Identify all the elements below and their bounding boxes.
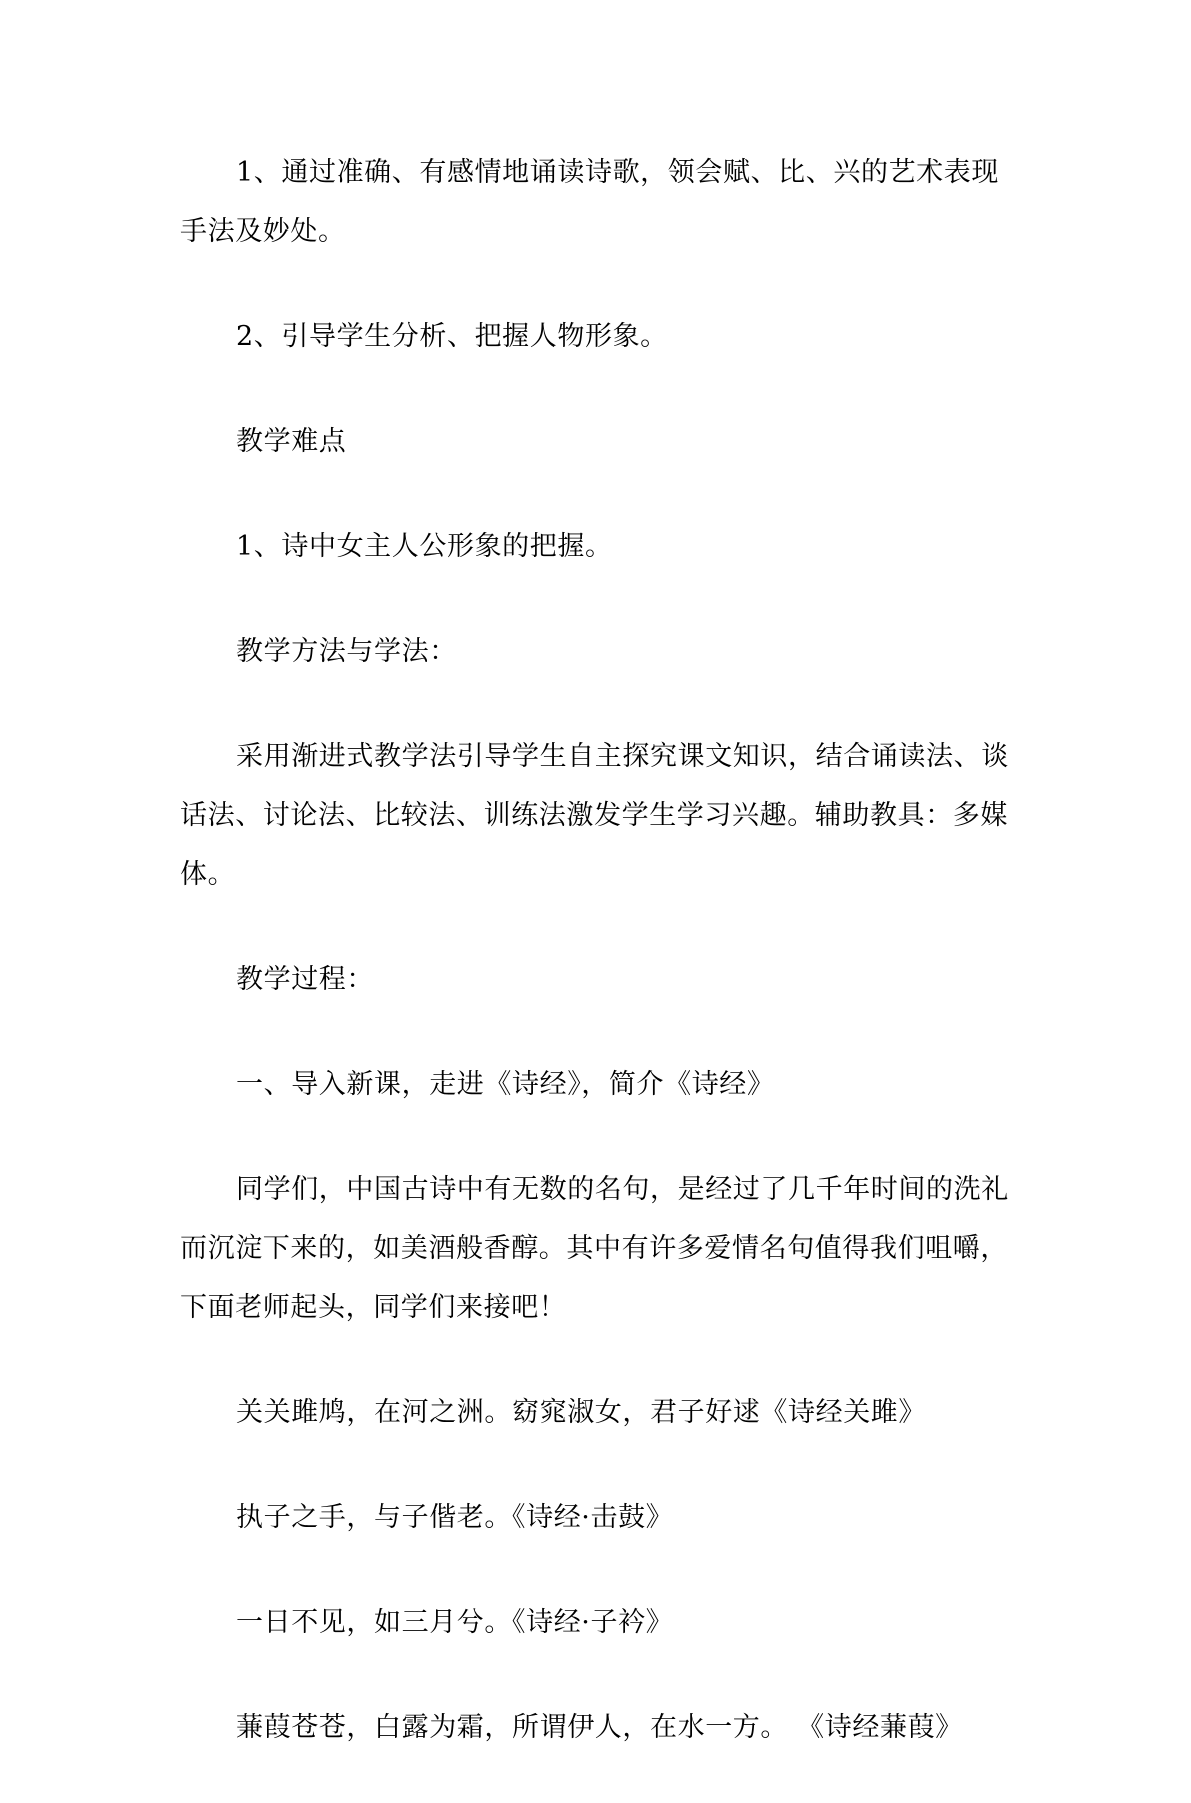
- objective-2-paragraph: 2、引导学生分析、把握人物形象。: [236, 321, 668, 352]
- difficulty-1-paragraph: 1、诗中女主人公形象的把握。: [236, 531, 613, 562]
- teaching-difficulty-heading: 教学难点: [236, 426, 347, 457]
- teaching-methods-heading: 教学方法与学法：: [236, 636, 457, 667]
- objective-1-paragraph: 1、通过准确、有感情地诵读诗歌，领会赋、比、兴的艺术表现手法及妙处。: [180, 157, 999, 247]
- document-body: [180, 143, 1016, 1803]
- teaching-methods-paragraph: 采用渐进式教学法引导学生自主探究课文知识，结合诵读法、谈话法、讨论法、比较法、训练法激发学生学习兴趣。辅助教具：多媒体。: [180, 741, 1009, 890]
- quote-jigu: 执子之手，与子偕老。《诗经·击鼓》: [236, 1502, 674, 1533]
- introduction-paragraph: 同学们，中国古诗中有无数的名句，是经过了几千年时间的洗礼而沉淀下来的，如美酒般香醇。其中有许多爱情名句值得我们咀嚼，下面老师起头，同学们来接吧！: [180, 1174, 1009, 1323]
- teaching-process-heading: 教学过程：: [236, 964, 374, 995]
- quote-zijin: 一日不见，如三月兮。《诗经·子衿》: [236, 1607, 674, 1638]
- section-1-heading: 一、导入新课，走进《诗经》，简介《诗经》: [236, 1069, 775, 1100]
- quote-guanju: 关关雎鸠，在河之洲。窈窕淑女，君子好逑《诗经关雎》: [236, 1397, 926, 1428]
- quote-jianjia: 蒹葭苍苍，白露为霜，所谓伊人，在水一方。 《诗经蒹葭》: [236, 1712, 963, 1743]
